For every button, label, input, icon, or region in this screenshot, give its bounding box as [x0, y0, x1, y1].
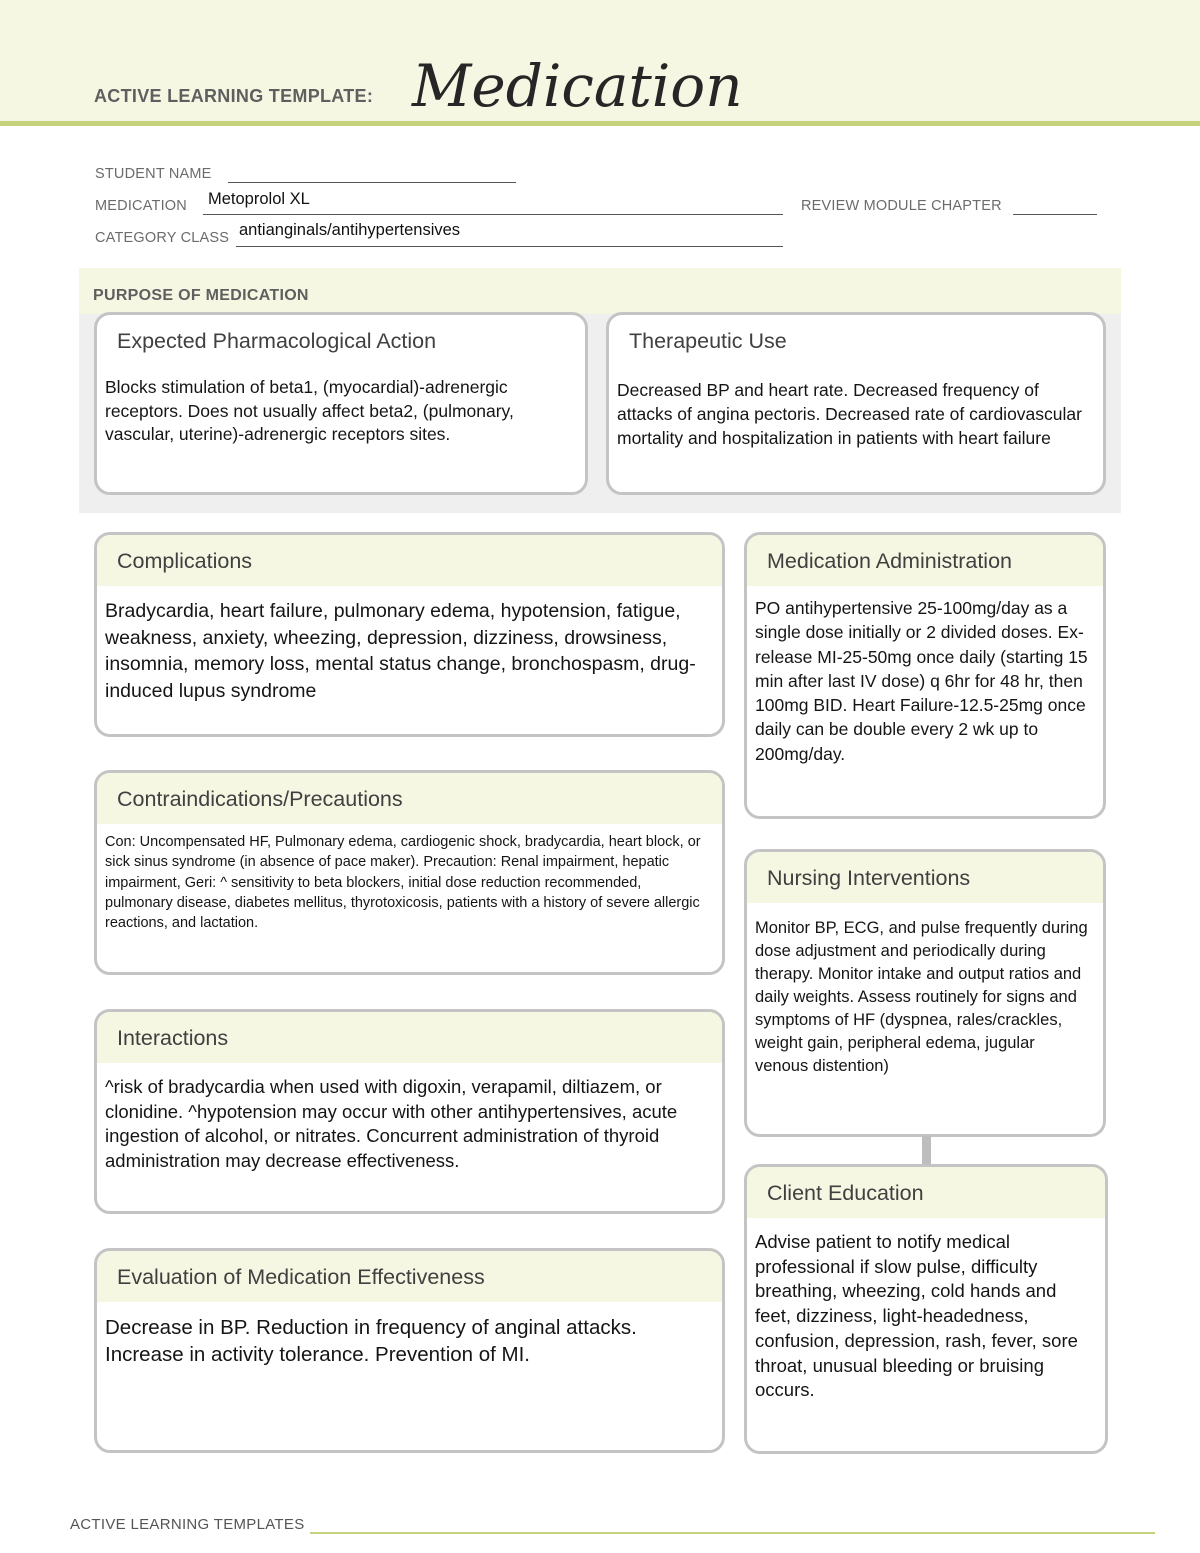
- student-name-field[interactable]: [228, 182, 516, 183]
- category-class-field[interactable]: [236, 246, 783, 247]
- purpose-label: PURPOSE OF MEDICATION: [93, 287, 309, 304]
- administration-box: [744, 532, 1106, 819]
- administration-title: Medication Administration: [747, 535, 1103, 586]
- category-class-label: CATEGORY CLASS: [95, 230, 230, 246]
- expected-action-box: [94, 312, 588, 495]
- page-title: Medication: [412, 52, 743, 120]
- nursing-interventions-text[interactable]: Monitor BP, ECG, and pulse frequently during dose adjustment and periodically during therapy. Monitor intake and output ratios and daily weights. Assess routinely for signs and symptoms of HF (dyspnea, rales/crackles, weight gain, peripheral edema, jugular venous distention): [755, 919, 1088, 1075]
- interactions-text[interactable]: ^risk of bradycardia when used with digoxin, verapamil, diltiazem, or clonidine. ^hypotension may occur with other antihypertensives, acute ingestion of alcohol, or nitrates. Concurrent administration of thyroid administration may decrease effectiveness.: [105, 1076, 678, 1171]
- template-label: ACTIVE LEARNING TEMPLATE:: [94, 86, 374, 106]
- interactions-box: [94, 1009, 725, 1214]
- client-education-text[interactable]: Advise patient to notify medical professional if slow pulse, difficulty breathing, wheezing, cold hands and feet, dizziness, light-headedness, confusion, depression, rash, fever, sore throat, unusual bleeding or bruising occurs.: [755, 1231, 1078, 1401]
- nursing-interventions-title: Nursing Interventions: [747, 852, 1103, 903]
- connector-bar: [922, 1136, 931, 1166]
- contraindications-title: Contraindications/Precautions: [97, 773, 722, 824]
- administration-text[interactable]: PO antihypertensive 25-100mg/day as a single dose initially or 2 divided doses. Ex-release MI-25-50mg once daily (starting 15 min after last IV dose) q 6hr for 48 hr, then 100mg BID. Heart Failure-12.5-25mg once daily can be double every 2 wk up to 200mg/day.: [755, 598, 1088, 764]
- evaluation-text[interactable]: Decrease in BP. Reduction in frequency of anginal attacks. Increase in activity tolerance. Prevention of MI.: [105, 1316, 637, 1366]
- review-module-label: REVIEW MODULE CHAPTER: [801, 198, 1002, 214]
- client-education-title: Client Education: [747, 1167, 1105, 1218]
- category-class-value: antianginals/antihypertensives: [239, 221, 461, 239]
- contraindications-text[interactable]: Con: Uncompensated HF, Pulmonary edema, cardiogenic shock, bradycardia, heart block, or sick sinus syndrome (in absence of pace maker). Precaution: Renal impairment, hepatic impairment, Geri: ^ sensitivity to beta blockers, initial dose reduction recommended, pulmonary disease, diabetes mellitus, thyrotoxicosis, patients with a history of severe allergic reactions, and lactation.: [105, 834, 701, 932]
- medication-field[interactable]: [203, 214, 783, 215]
- evaluation-title: Evaluation of Medication Effectiveness: [97, 1251, 722, 1302]
- interactions-title: Interactions: [97, 1012, 722, 1063]
- expected-action-text[interactable]: Blocks stimulation of beta1, (myocardial)-adrenergic receptors. Does not usually affect beta2, (pulmonary, vascular, uterine)-adrenergic receptors sites.: [105, 377, 514, 444]
- student-name-label: STUDENT NAME: [95, 166, 212, 182]
- complications-box: [94, 532, 725, 737]
- expected-action-title: Expected Pharmacological Action: [117, 329, 437, 353]
- client-education-box: [744, 1164, 1108, 1454]
- therapeutic-use-box: [606, 312, 1106, 495]
- complications-text[interactable]: Bradycardia, heart failure, pulmonary edema, hypotension, fatigue, weakness, anxiety, wheezing, depression, dizziness, drowsiness, insomnia, memory loss, mental status change, bronchospasm, drug-induced lupus syndrome: [105, 600, 696, 702]
- complications-title: Complications: [97, 535, 722, 586]
- review-module-field[interactable]: [1013, 214, 1097, 215]
- footer-rule: [310, 1532, 1155, 1534]
- medication-value: Metoprolol XL: [208, 190, 310, 208]
- header-rule: [0, 121, 1200, 126]
- footer-label: ACTIVE LEARNING TEMPLATES: [70, 1516, 305, 1533]
- therapeutic-use-text[interactable]: Decreased BP and heart rate. Decreased frequency of attacks of angina pectoris. Decreased rate of cardiovascular mortality and hospitalization in patients with heart failure: [617, 380, 1082, 448]
- medication-label: MEDICATION: [95, 198, 187, 214]
- nursing-interventions-box: [744, 849, 1106, 1137]
- evaluation-box: [94, 1248, 725, 1453]
- therapeutic-use-title: Therapeutic Use: [629, 329, 787, 353]
- contraindications-box: [94, 770, 725, 975]
